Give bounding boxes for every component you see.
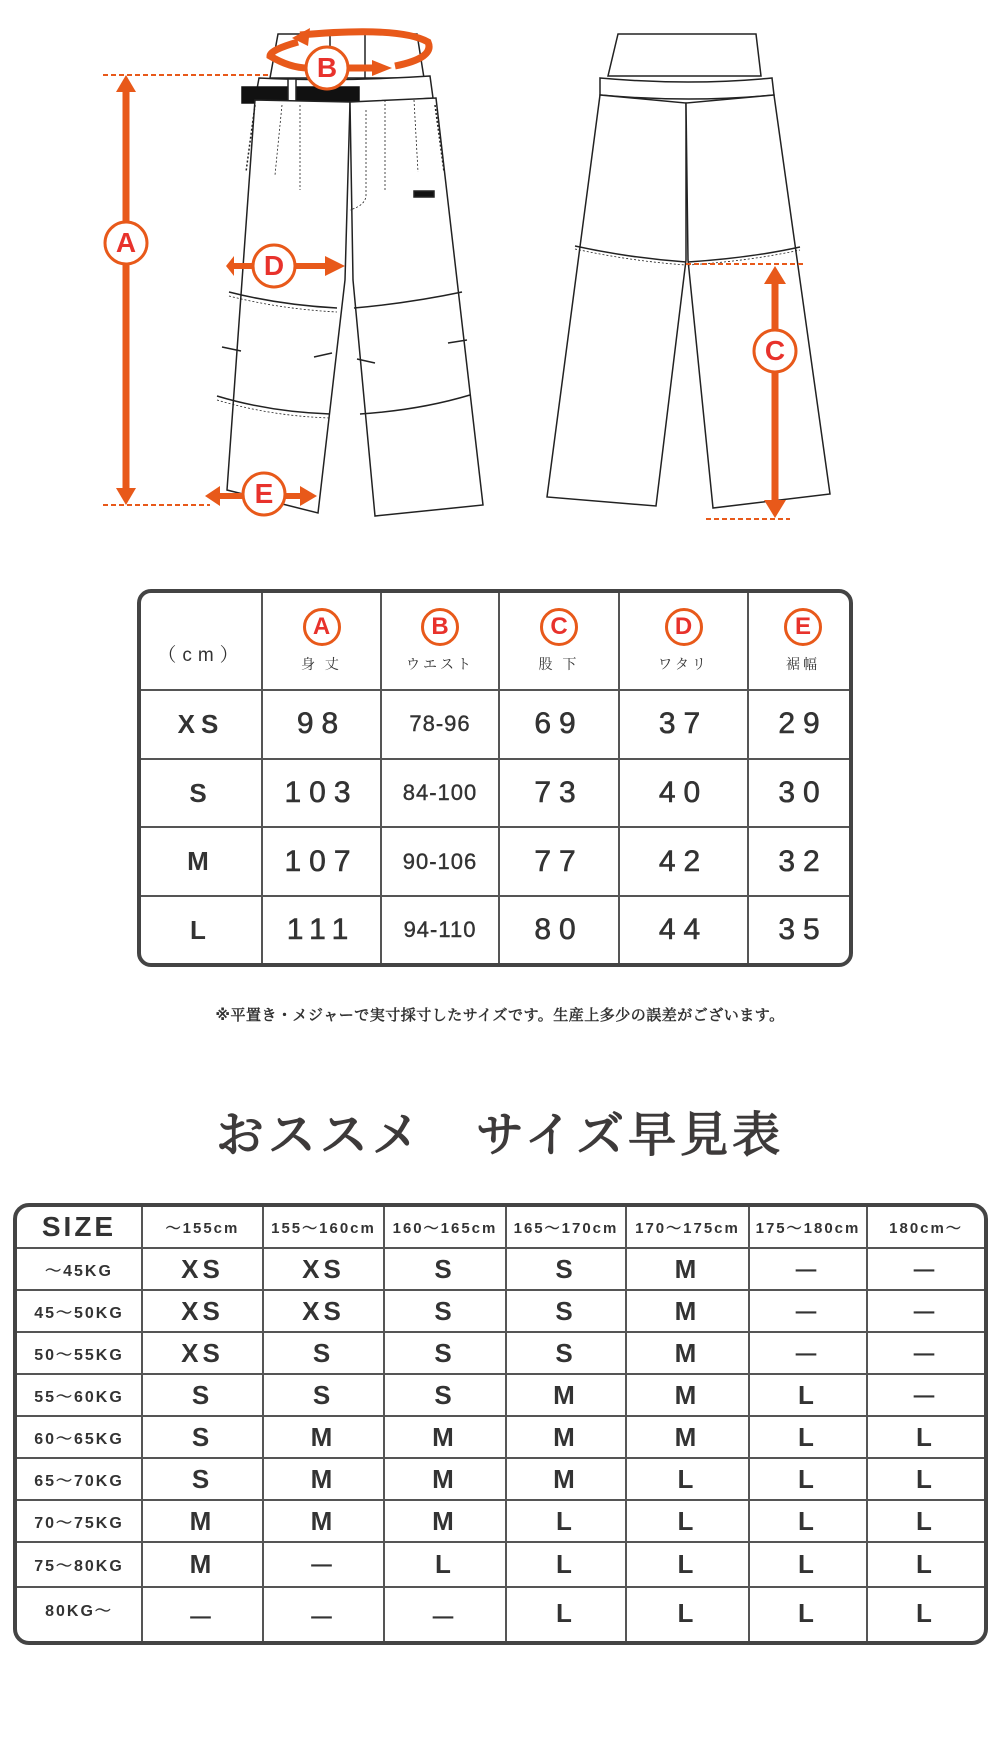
table-row xyxy=(141,827,853,896)
value-cell: 84-100 xyxy=(381,759,499,828)
size-cell: L xyxy=(867,1500,984,1542)
col-name: ワタリ xyxy=(658,656,709,672)
size-cell: XS xyxy=(142,1290,263,1332)
size-cell: S xyxy=(142,1458,263,1500)
weight-header: ～45KG xyxy=(17,1248,142,1290)
value-cell: 77 xyxy=(499,827,619,896)
size-cell: S xyxy=(263,1332,384,1374)
col-header-d xyxy=(619,593,748,690)
measurement-note: ※平置き・メジャーで実寸採寸したサイズです。生産上多少の誤差がございます。 xyxy=(215,1006,785,1024)
marker-b-label: B xyxy=(316,52,338,83)
size-cell: － xyxy=(867,1374,984,1416)
size-cell: S xyxy=(506,1248,626,1290)
size-cell: M xyxy=(626,1332,749,1374)
col-header-c xyxy=(499,593,619,690)
col-header-b xyxy=(381,593,499,690)
marker-e-label: E xyxy=(254,478,274,509)
back-pants-icon xyxy=(547,34,830,508)
unit-label: （cm） xyxy=(141,593,262,690)
size-cell: M xyxy=(142,1542,263,1587)
size-cell: M xyxy=(142,1500,263,1542)
size-cell: M xyxy=(384,1458,506,1500)
weight-header: 65～70KG xyxy=(17,1458,142,1500)
size-cell: M xyxy=(626,1374,749,1416)
rec-header-row xyxy=(17,1207,984,1248)
size-cell: － xyxy=(867,1290,984,1332)
size-cell: M xyxy=(626,1248,749,1290)
table-row xyxy=(17,1290,984,1332)
size-cell: L xyxy=(867,1458,984,1500)
weight-header: 80KG～ xyxy=(17,1587,142,1641)
size-cell: L xyxy=(749,1542,867,1587)
size-cell: S xyxy=(506,1332,626,1374)
col-name: 股 下 xyxy=(538,656,580,672)
col-name: ウエスト xyxy=(406,656,474,672)
weight-header: 50～55KG xyxy=(17,1332,142,1374)
size-cell: L xyxy=(749,1458,867,1500)
value-cell: 29 xyxy=(748,690,853,759)
size-cell: － xyxy=(263,1587,384,1641)
table-row xyxy=(17,1248,984,1290)
size-cell: M xyxy=(384,1416,506,1458)
value-cell: 78-96 xyxy=(381,690,499,759)
pants-illustration xyxy=(0,0,1000,560)
size-cell: － xyxy=(142,1587,263,1641)
size-cell: － xyxy=(749,1332,867,1374)
height-header: 170～175cm xyxy=(626,1207,749,1248)
size-cell: L xyxy=(749,1587,867,1641)
value-cell: 35 xyxy=(748,896,853,963)
size-cell: － xyxy=(749,1290,867,1332)
table-row xyxy=(17,1500,984,1542)
size-cell: L xyxy=(867,1542,984,1587)
size-cell: L xyxy=(506,1587,626,1641)
size-cell: － xyxy=(867,1332,984,1374)
height-header: 180cm～ xyxy=(867,1207,984,1248)
value-cell: 107 xyxy=(262,827,381,896)
size-cell: S xyxy=(384,1290,506,1332)
height-header: 165～170cm xyxy=(506,1207,626,1248)
weight-header: 45～50KG xyxy=(17,1290,142,1332)
height-header: ～155cm xyxy=(142,1207,263,1248)
size-cell: L xyxy=(867,1416,984,1458)
size-cell: L xyxy=(506,1542,626,1587)
size-cell: － xyxy=(749,1248,867,1290)
col-header-e xyxy=(748,593,853,690)
col-header-a xyxy=(262,593,381,690)
size-cell: XS xyxy=(263,1290,384,1332)
size-cell: － xyxy=(867,1248,984,1290)
size-cell: L xyxy=(749,1416,867,1458)
size-cell: L xyxy=(749,1500,867,1542)
size-cell: L xyxy=(626,1500,749,1542)
size-cell: XS xyxy=(142,1332,263,1374)
corner-label: SIZE xyxy=(17,1207,142,1248)
size-cell: S xyxy=(384,1248,506,1290)
value-cell: 44 xyxy=(619,896,748,963)
size-cell: － xyxy=(384,1587,506,1641)
size-cell: M xyxy=(263,1416,384,1458)
table-row xyxy=(17,1416,984,1458)
size-recommend-table xyxy=(13,1203,988,1645)
size-cell: M xyxy=(626,1416,749,1458)
measurement-diagram xyxy=(0,0,1000,560)
table-row xyxy=(17,1458,984,1500)
size-cell: S xyxy=(142,1416,263,1458)
height-header: 160～165cm xyxy=(384,1207,506,1248)
size-cell: － xyxy=(263,1542,384,1587)
value-cell: 94-110 xyxy=(381,896,499,963)
table-row xyxy=(141,759,853,828)
value-cell: 40 xyxy=(619,759,748,828)
value-cell: 73 xyxy=(499,759,619,828)
size-label: XS xyxy=(141,690,262,759)
size-cell: L xyxy=(749,1374,867,1416)
marker-a-icon: A xyxy=(303,608,341,646)
size-cell: XS xyxy=(142,1248,263,1290)
size-cell: L xyxy=(626,1587,749,1641)
weight-header: 60～65KG xyxy=(17,1416,142,1458)
size-cell: S xyxy=(384,1374,506,1416)
size-cell: S xyxy=(263,1374,384,1416)
size-label: L xyxy=(141,896,262,963)
value-cell: 103 xyxy=(262,759,381,828)
value-cell: 32 xyxy=(748,827,853,896)
table-row xyxy=(141,896,853,963)
recommend-title: おススメ サイズ早見表 xyxy=(215,1107,785,1163)
value-cell: 80 xyxy=(499,896,619,963)
size-cell: L xyxy=(626,1458,749,1500)
size-cell: M xyxy=(506,1374,626,1416)
value-cell: 37 xyxy=(619,690,748,759)
marker-d-icon: D xyxy=(665,608,703,646)
height-header: 155～160cm xyxy=(263,1207,384,1248)
size-cell: L xyxy=(867,1587,984,1641)
weight-header: 55～60KG xyxy=(17,1374,142,1416)
marker-c-icon: C xyxy=(540,608,578,646)
height-header: 175～180cm xyxy=(749,1207,867,1248)
value-cell: 111 xyxy=(262,896,381,963)
marker-c-label: C xyxy=(764,335,786,366)
value-cell: 69 xyxy=(499,690,619,759)
size-spec-table xyxy=(137,589,853,967)
marker-a-label: A xyxy=(115,227,137,258)
weight-header: 75～80KG xyxy=(17,1542,142,1587)
size-cell: M xyxy=(384,1500,506,1542)
size-label: S xyxy=(141,759,262,828)
value-cell: 98 xyxy=(262,690,381,759)
size-label: M xyxy=(141,827,262,896)
size-cell: XS xyxy=(263,1248,384,1290)
spec-header-row xyxy=(141,593,853,690)
table-row xyxy=(17,1542,984,1587)
weight-header: 70～75KG xyxy=(17,1500,142,1542)
table-row xyxy=(17,1374,984,1416)
size-cell: M xyxy=(626,1290,749,1332)
size-cell: S xyxy=(384,1332,506,1374)
size-cell: L xyxy=(506,1500,626,1542)
table-row xyxy=(141,690,853,759)
col-name: 裾幅 xyxy=(786,656,820,672)
marker-b-icon: B xyxy=(421,608,459,646)
size-cell: L xyxy=(384,1542,506,1587)
size-cell: L xyxy=(626,1542,749,1587)
value-cell: 42 xyxy=(619,827,748,896)
size-cell: M xyxy=(506,1416,626,1458)
marker-e-icon: E xyxy=(784,608,822,646)
col-name: 身 丈 xyxy=(301,656,342,672)
size-cell: M xyxy=(263,1500,384,1542)
size-cell: M xyxy=(506,1458,626,1500)
size-cell: S xyxy=(142,1374,263,1416)
table-row xyxy=(17,1332,984,1374)
size-cell: M xyxy=(263,1458,384,1500)
table-row xyxy=(17,1587,984,1641)
size-cell: S xyxy=(506,1290,626,1332)
value-cell: 90-106 xyxy=(381,827,499,896)
value-cell: 30 xyxy=(748,759,853,828)
marker-d-label: D xyxy=(263,250,285,281)
